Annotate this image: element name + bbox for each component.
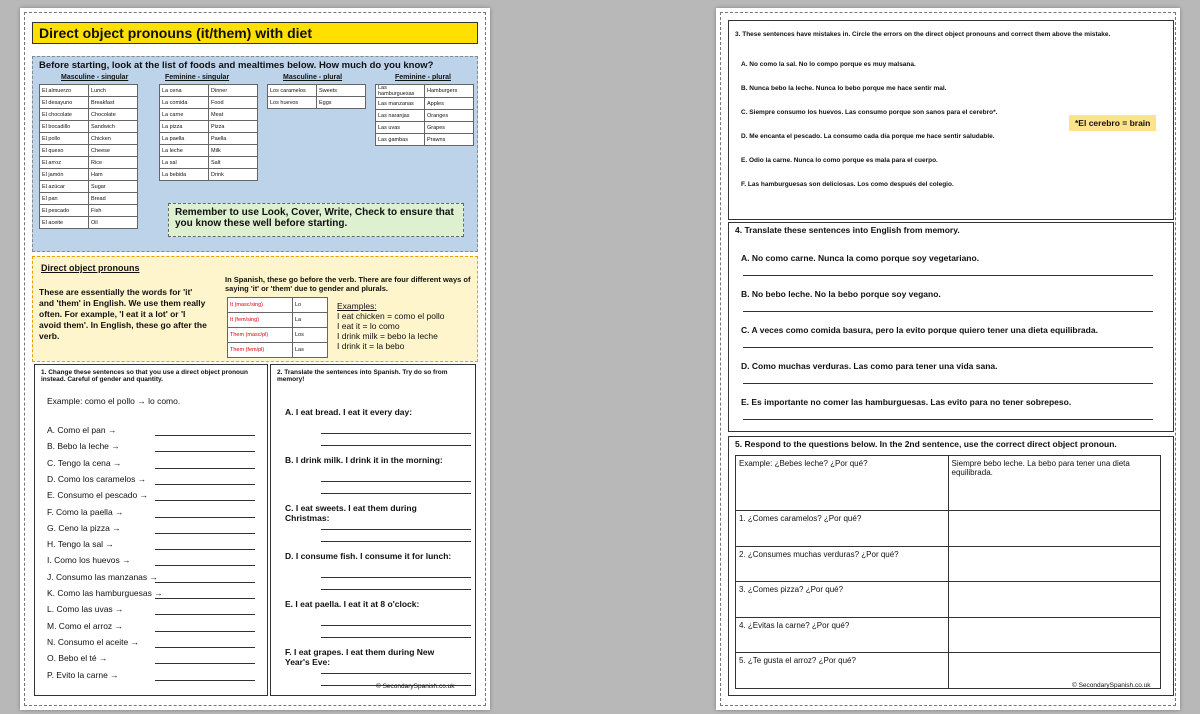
example-line: I drink milk = bebo la leche xyxy=(337,331,438,341)
vocab-table-fem-plural xyxy=(375,84,474,146)
vocab-row xyxy=(40,85,138,97)
ex5-answer-cell[interactable] xyxy=(948,582,1161,618)
exercise-item: C. Siempre consumo los huevos. Las consumo porque son sanos para el cerebro*. xyxy=(741,109,998,116)
answer-line[interactable] xyxy=(321,481,471,482)
exercise-item: N. Consumo el aceite → xyxy=(47,636,140,647)
vocab-cell: Breakfast xyxy=(89,97,138,109)
dop-explanation: These are essentially the words for 'it' and 'them' in English. We use them really often. For example, 'I eat it a lot' or 'I avoid them'. In English, these go after the verb. xyxy=(39,287,207,341)
answer-line[interactable] xyxy=(155,565,255,566)
vocab-cell: La cena xyxy=(160,85,209,97)
exercise-4 xyxy=(728,222,1174,432)
vocab-cell: Paella xyxy=(209,133,258,145)
header-masc-plural: Masculine - plural xyxy=(283,74,343,81)
vocab-cell: Apples xyxy=(425,98,474,110)
ex5-question-row xyxy=(736,546,1161,582)
vocab-cell: Meat xyxy=(209,109,258,121)
ex5-question: 5. ¿Te gusta el arroz? ¿Por qué? xyxy=(736,653,949,689)
answer-line[interactable] xyxy=(155,451,255,452)
exercise-item: B. No bebo leche. No la bebo porque soy vegano. xyxy=(741,289,941,299)
exercise-item: D. Como muchas verduras. Las como para tener una vida sana. xyxy=(741,361,998,371)
ex5-cell: Siempre bebo leche. La bebo para tener una dieta equilibrada. xyxy=(948,456,1161,511)
exercise-item: F. Las hamburguesas son deliciosas. Los como después del colegio. xyxy=(741,181,954,188)
vocab-row xyxy=(160,157,258,169)
exercise-item: A. No como carne. Nunca la como porque soy vegetariano. xyxy=(741,253,980,263)
vocab-cell: El pescado xyxy=(40,205,89,217)
vocab-cell: La comida xyxy=(160,97,209,109)
vocab-cell: Them (masc/pl) xyxy=(228,328,293,343)
answer-line[interactable] xyxy=(155,468,255,469)
vocab-cell: La paella xyxy=(160,133,209,145)
answer-line[interactable] xyxy=(321,493,471,494)
vocab-cell: Los caramelos xyxy=(268,85,317,97)
exercise-item: H. Tengo la sal → xyxy=(47,539,114,550)
exercise-item: E. Consumo el pescado → xyxy=(47,490,149,501)
ex5-answer-cell[interactable] xyxy=(948,617,1161,653)
exercise-item: F. I eat grapes. I eat them during New Year's Eve: xyxy=(285,647,435,667)
vocab-cell: El bocadillo xyxy=(40,121,89,133)
ex4-instructions: 4. Translate these sentences into English from memory. xyxy=(735,225,960,235)
spanish-note: In Spanish, these go before the verb. There are four different ways of saying 'it' or 'them' due to gender and plurals. xyxy=(225,275,471,293)
answer-line[interactable] xyxy=(743,275,1153,276)
exercise-item: I. Como los huevos → xyxy=(47,555,131,566)
answer-line[interactable] xyxy=(155,598,255,599)
dop-section xyxy=(32,256,478,362)
vocab-row xyxy=(40,157,138,169)
vocab-cell: Ham xyxy=(89,169,138,181)
exercise-item: M. Como el arroz → xyxy=(47,620,124,631)
dop-heading: Direct object pronouns xyxy=(41,263,140,273)
exercise-item: O. Bebo el té → xyxy=(47,653,108,664)
vocab-cell: La sal xyxy=(160,157,209,169)
answer-line[interactable] xyxy=(155,500,255,501)
vocab-cell: Bread xyxy=(89,193,138,205)
vocab-row xyxy=(160,97,258,109)
exercise-item: D. Me encanta el pescado. La consumo cada día porque me hace sentir saludable. xyxy=(741,133,995,140)
vocab-cell: Lo xyxy=(293,298,328,313)
vocab-row xyxy=(228,313,328,328)
example-line: I eat it = lo como xyxy=(337,321,400,331)
answer-line[interactable] xyxy=(155,647,255,648)
vocab-cell: El chocolate xyxy=(40,109,89,121)
vocab-cell: Chicken xyxy=(89,133,138,145)
vocab-cell: El aceite xyxy=(40,217,89,229)
vocab-cell: Drink xyxy=(209,169,258,181)
ex5-question: 3. ¿Comes pizza? ¿Por qué? xyxy=(736,582,949,618)
ex5-answer-cell[interactable] xyxy=(948,546,1161,582)
vocab-intro: Before starting, look at the list of foods and mealtimes below. How much do you know? xyxy=(39,60,434,71)
vocab-cell: La leche xyxy=(160,145,209,157)
vocab-row xyxy=(160,145,258,157)
vocab-cell: Oranges xyxy=(425,110,474,122)
exercise-item: D. I consume fish. I consume it for lunch: xyxy=(285,551,452,561)
vocab-cell: Las xyxy=(293,343,328,358)
footer-p1: © SecondarySpanish.co.uk xyxy=(376,683,455,690)
examples-heading: Examples: xyxy=(337,301,377,311)
vocab-cell: Salt xyxy=(209,157,258,169)
exercise-item: A. I eat bread. I eat it every day: xyxy=(285,407,413,417)
worksheet-page-1 xyxy=(20,8,490,710)
ex5-question: 2. ¿Consumes muchas verduras? ¿Por qué? xyxy=(736,546,949,582)
vocab-cell: Grapes xyxy=(425,122,474,134)
exercise-item: B. Nunca bebo la leche. Nunca lo bebo porque me hace sentir mal. xyxy=(741,85,947,92)
vocab-row xyxy=(40,121,138,133)
vocab-row xyxy=(376,110,474,122)
answer-line[interactable] xyxy=(321,637,471,638)
answer-line[interactable] xyxy=(155,517,255,518)
ex5-question: 1. ¿Comes caramelos? ¿Por qué? xyxy=(736,511,949,547)
vocab-cell: Las uvas xyxy=(376,122,425,134)
ex5-table xyxy=(735,455,1161,689)
exercise-item: C. Tengo la cena → xyxy=(47,457,122,468)
vocab-cell: El desayuno xyxy=(40,97,89,109)
exercise-3 xyxy=(728,20,1174,220)
vocab-row xyxy=(228,343,328,358)
answer-line[interactable] xyxy=(321,433,471,434)
exercise-item: K. Como las hamburguesas → xyxy=(47,588,163,598)
vocab-row xyxy=(160,109,258,121)
ex1-instructions: 1. Change these sentences so that you use a direct object pronoun instead. Careful of gender and quantity. xyxy=(41,369,248,383)
worksheet-page-2 xyxy=(716,8,1180,710)
vocab-cell: It (fem/sing) xyxy=(228,313,293,328)
ex3-instructions: 3. These sentences have mistakes in. Circle the errors on the direct object pronouns and correct them above the mistake. xyxy=(735,31,1111,38)
vocab-cell: El pollo xyxy=(40,133,89,145)
answer-line[interactable] xyxy=(155,663,255,664)
answer-line[interactable] xyxy=(743,419,1153,420)
vocab-table-fem-sing xyxy=(159,84,258,181)
exercise-item: E. Odio la carne. Nunca lo como porque es mala para el cuerpo. xyxy=(741,157,938,164)
vocab-cell: Lunch xyxy=(89,85,138,97)
vocab-cell: Las manzanas xyxy=(376,98,425,110)
vocab-cell: El jamón xyxy=(40,169,89,181)
reminder-box: Remember to use Look, Cover, Write, Check to ensure that you know these well before starting. xyxy=(168,203,464,237)
answer-line[interactable] xyxy=(155,484,255,485)
vocab-row xyxy=(40,181,138,193)
vocab-row xyxy=(40,133,138,145)
ex5-cell: Example: ¿Bebes leche? ¿Por qué? xyxy=(736,456,949,511)
ex5-question-row xyxy=(736,617,1161,653)
vocab-cell: Food xyxy=(209,97,258,109)
vocab-table-masc-sing xyxy=(39,84,138,229)
vocab-row xyxy=(40,205,138,217)
pronoun-table xyxy=(227,297,328,358)
answer-line[interactable] xyxy=(155,582,255,583)
ex5-question: 4. ¿Evitas la carne? ¿Por qué? xyxy=(736,617,949,653)
exercise-item: A. No como la sal. No lo compo porque es muy malsana. xyxy=(741,61,916,68)
exercise-2 xyxy=(270,364,476,696)
footer-p2: © SecondarySpanish.co.uk xyxy=(1072,682,1151,689)
vocab-cell: Chocolate xyxy=(89,109,138,121)
exercise-item: F. Como la paella → xyxy=(47,506,124,517)
answer-line[interactable] xyxy=(321,445,471,446)
example-line: I eat chicken = como el pollo xyxy=(337,311,445,321)
vocab-cell: Rice xyxy=(89,157,138,169)
vocab-cell: La carne xyxy=(160,109,209,121)
exercise-item: L. Como las uvas → xyxy=(47,604,124,615)
exercise-5 xyxy=(728,436,1174,696)
answer-line[interactable] xyxy=(155,533,255,534)
answer-line[interactable] xyxy=(321,529,471,530)
vocab-cell: It (masc/sing) xyxy=(228,298,293,313)
vocab-row xyxy=(376,122,474,134)
vocab-cell: El pan xyxy=(40,193,89,205)
vocab-cell: Milk xyxy=(209,145,258,157)
vocab-cell: Dinner xyxy=(209,85,258,97)
vocab-row xyxy=(268,97,366,109)
vocab-cell: Fish xyxy=(89,205,138,217)
answer-line[interactable] xyxy=(321,589,471,590)
vocab-cell: La bebida xyxy=(160,169,209,181)
answer-line[interactable] xyxy=(321,673,471,674)
exercise-1 xyxy=(34,364,268,696)
exercise-item: A. Como el pan → xyxy=(47,425,117,435)
vocab-row xyxy=(160,133,258,145)
vocab-row xyxy=(40,97,138,109)
exercise-item: G. Ceno la pizza → xyxy=(47,522,121,533)
vocab-row xyxy=(40,109,138,121)
vocab-row xyxy=(376,134,474,146)
cerebro-note: *El cerebro = brain xyxy=(1069,115,1156,131)
answer-line[interactable] xyxy=(743,311,1153,312)
vocab-cell: El almuerzo xyxy=(40,85,89,97)
answer-line[interactable] xyxy=(155,435,255,436)
answer-line[interactable] xyxy=(155,614,255,615)
vocab-cell: El azúcar xyxy=(40,181,89,193)
vocab-cell: Eggs xyxy=(317,97,366,109)
header-fem-sing: Feminine - singular xyxy=(165,74,230,81)
vocab-row xyxy=(160,85,258,97)
vocab-cell: La xyxy=(293,313,328,328)
vocab-cell: El queso xyxy=(40,145,89,157)
examples-list xyxy=(337,311,445,351)
vocab-cell: Las naranjas xyxy=(376,110,425,122)
header-fem-plural: Feminine - plural xyxy=(395,74,452,81)
vocab-cell: Las hamburguesas xyxy=(376,85,425,98)
answer-line[interactable] xyxy=(155,680,255,681)
vocab-cell: Cheese xyxy=(89,145,138,157)
vocab-cell: Oil xyxy=(89,217,138,229)
vocab-row xyxy=(228,298,328,313)
vocab-row xyxy=(40,145,138,157)
answer-line[interactable] xyxy=(321,577,471,578)
example-line: I drink it = la bebo xyxy=(337,341,405,351)
page-title: Direct object pronouns (it/them) with diet xyxy=(32,22,478,44)
vocab-row xyxy=(376,85,474,98)
vocab-cell: El arroz xyxy=(40,157,89,169)
vocab-cell: Pizza xyxy=(209,121,258,133)
answer-line[interactable] xyxy=(321,625,471,626)
exercise-item: B. I drink milk. I drink it in the morning: xyxy=(285,455,443,465)
vocab-cell: Sandwich xyxy=(89,121,138,133)
vocab-row xyxy=(160,121,258,133)
vocab-table-masc-plural xyxy=(267,84,366,109)
vocab-row xyxy=(228,328,328,343)
vocab-row xyxy=(160,169,258,181)
vocab-cell: Prawns xyxy=(425,134,474,146)
header-masc-sing: Masculine - singular xyxy=(61,74,129,81)
exercise-item: C. I eat sweets. I eat them during Christmas: xyxy=(285,503,417,523)
vocab-cell: Los huevos xyxy=(268,97,317,109)
exercise-item: B. Bebo la leche → xyxy=(47,441,120,452)
answer-line[interactable] xyxy=(743,383,1153,384)
exercise-item: E. I eat paella. I eat it at 8 o'clock: xyxy=(285,599,420,609)
ex5-question-row xyxy=(736,511,1161,547)
vocab-cell: Sweets xyxy=(317,85,366,97)
vocab-row xyxy=(40,217,138,229)
answer-line[interactable] xyxy=(155,549,255,550)
vocab-cell: La pizza xyxy=(160,121,209,133)
answer-line[interactable] xyxy=(743,347,1153,348)
vocab-row xyxy=(268,85,366,97)
exercise-item: J. Consumo las manzanas → xyxy=(47,571,159,582)
exercise-item: C. A veces como comida basura, pero la evito porque quiero tener una dieta equilibrada. xyxy=(741,325,1098,335)
ex1-example: Example: como el pollo → lo como. xyxy=(47,396,181,406)
vocab-cell: Las gambas xyxy=(376,134,425,146)
ex2-instructions: 2. Translate the sentences into Spanish. Try do so from memory! xyxy=(277,369,448,383)
ex5-question-row xyxy=(736,582,1161,618)
vocab-row xyxy=(376,98,474,110)
vocab-cell: Hamburgers xyxy=(425,85,474,98)
answer-line[interactable] xyxy=(155,631,255,632)
answer-line[interactable] xyxy=(321,541,471,542)
vocab-row xyxy=(40,169,138,181)
vocab-cell: Los xyxy=(293,328,328,343)
ex5-example-row xyxy=(736,456,1161,511)
ex5-instructions: 5. Respond to the questions below. In the 2nd sentence, use the correct direct object pronoun. xyxy=(735,439,1117,449)
ex5-answer-cell[interactable] xyxy=(948,511,1161,547)
exercise-item: E. Es importante no comer las hamburguesas. Las evito para no tener sobrepeso. xyxy=(741,397,1072,407)
vocab-cell: Them (fem/pl) xyxy=(228,343,293,358)
vocab-cell: Sugar xyxy=(89,181,138,193)
vocab-row xyxy=(40,193,138,205)
exercise-item: P. Evito la carne → xyxy=(47,669,119,680)
exercise-item: D. Como los caramelos → xyxy=(47,473,147,484)
